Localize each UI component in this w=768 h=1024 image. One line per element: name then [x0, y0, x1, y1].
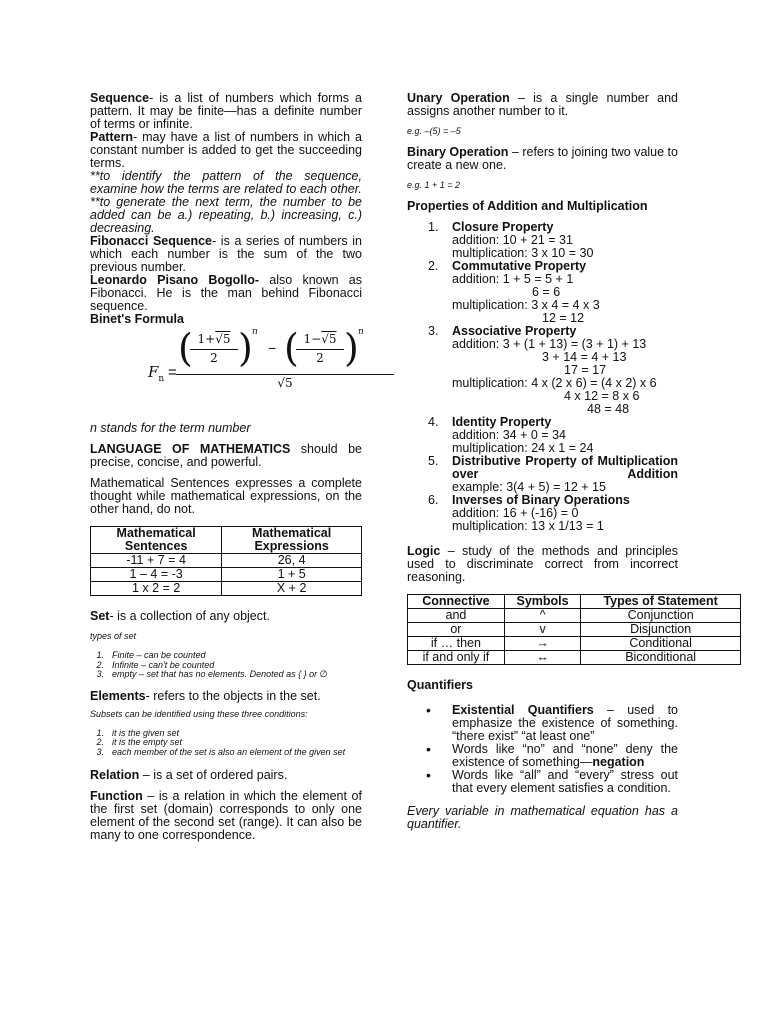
property-line: addition: 34 + 0 = 34 [452, 428, 566, 442]
formula-minus: − [268, 340, 277, 356]
list-number: 1. [96, 727, 104, 738]
table-row [408, 637, 741, 651]
formula-sqrt5-a: √5 [215, 332, 231, 346]
types-of-set-label: types of set [90, 631, 137, 641]
table-header: Types of Statement [581, 595, 741, 609]
list-text: it is the given set [112, 727, 180, 738]
list-item [96, 669, 362, 680]
language-text: should be precise, concise, and powerful. [90, 442, 363, 469]
formula-two-b: 2 [316, 351, 324, 365]
table-row [408, 623, 741, 637]
table-header-row [91, 527, 362, 554]
formula-paren-open-2: ( [284, 326, 299, 370]
unary-text: – is a single number and assigns another number to it. [407, 91, 679, 118]
table-row [91, 554, 362, 568]
formula-denominator: √5 [277, 376, 293, 390]
unary-example: e.g. –(5) = –5 [407, 126, 461, 136]
property-number: 4. [428, 415, 439, 429]
table-cell: 1 – 4 = -3 [91, 568, 222, 582]
list-item [426, 741, 678, 769]
table-cell: 26, 4 [222, 554, 362, 568]
list-number: 1. [96, 650, 104, 660]
bullet-icon: • [426, 702, 431, 718]
table-cell: X + 2 [222, 582, 362, 596]
table-header: Symbols [504, 595, 580, 609]
property-title: Inverses of Binary Operations [452, 493, 630, 507]
pattern-term: Pattern [90, 130, 134, 144]
property-line: addition: 3 + (1 + 13) = (3 + 1) + 13 [452, 337, 647, 351]
binary-term: Binary Operation [407, 145, 509, 159]
set-text: - is a collection of any object. [109, 609, 270, 623]
property-number: 3. [428, 324, 439, 338]
property-inverses [428, 493, 678, 533]
list-item [96, 746, 362, 758]
properties-heading [407, 200, 678, 213]
table-header-row [408, 595, 741, 609]
formula-paren-close-2: ) [344, 326, 359, 370]
fibonacci-term: Fibonacci Sequence [90, 234, 213, 248]
property-title: Distributive Property of Multiplication over Addition [452, 454, 678, 481]
formula-exp-a: n [252, 327, 258, 337]
formula-f-letter: F [148, 363, 159, 381]
property-closure [428, 220, 678, 260]
list-number: 3. [96, 669, 104, 679]
language-of-math [90, 443, 362, 469]
pattern-note-1: **to identify the pattern of the sequence, examine how the terms are related to each other. [90, 169, 362, 196]
property-line: multiplication: 13 x 1/13 = 1 [452, 519, 604, 533]
table-row [91, 568, 362, 582]
fibonacci-text: - is a series of numbers in which each number is the sum of the two previous number. [90, 234, 362, 274]
list-item [426, 702, 678, 743]
math-sentences-table [90, 526, 362, 596]
table-cell: 1 + 5 [222, 568, 362, 582]
formula-one-plus: 1+ [197, 332, 216, 346]
table-cell: -11 + 7 = 4 [91, 554, 222, 568]
set-definition [90, 610, 362, 623]
relation-definition [90, 769, 362, 782]
table-row [408, 609, 741, 623]
sequence-definition [90, 92, 362, 131]
formula-exp-b: n [358, 327, 364, 337]
elements-term: Elements [90, 688, 146, 703]
formula-sqrt5-b: √5 [321, 332, 337, 346]
property-line: addition: 10 + 21 = 31 [452, 233, 573, 247]
relation-text: – is a set of ordered pairs. [139, 768, 288, 782]
bullet-icon: • [426, 741, 431, 757]
right-column [407, 91, 718, 831]
binary-example: e.g. 1 + 1 = 2 [407, 180, 461, 190]
closing-note: Every variable in mathematical equation has a quantifier. [407, 804, 678, 831]
property-number: 2. [428, 259, 439, 273]
table-cell: → [504, 637, 580, 651]
sequence-term: Sequence [90, 91, 150, 105]
formula-fraction [176, 328, 394, 390]
table-cell: Disjunction [581, 623, 741, 637]
list-number: 3. [96, 746, 104, 757]
table-row [91, 582, 362, 596]
logic-definition [407, 545, 678, 584]
existential-term: Existential Quantifiers [452, 703, 594, 717]
binary-text: – refers to joining two value to create a new one. [407, 145, 678, 172]
formula-paren-close-1: ) [238, 326, 253, 370]
function-term: Function [90, 789, 143, 803]
property-line: 4 x 12 = 8 x 6 [564, 389, 640, 403]
elements-definition [90, 690, 362, 703]
property-commutative [428, 259, 678, 325]
language-term: LANGUAGE OF MATHEMATICS [90, 442, 291, 456]
property-line: addition: 1 + 5 = 5 + 1 [452, 272, 574, 286]
properties-list [407, 221, 678, 533]
table-cell: Conditional [581, 637, 741, 651]
formula-numerator [176, 328, 394, 374]
formula-term-plus [190, 332, 238, 366]
math-sentences-text: Mathematical Sentences expresses a complete thought while mathematical expressions, on the other hand, do not. [90, 476, 362, 516]
table-cell: 1 x 2 = 2 [91, 582, 222, 596]
property-title: Identity Property [452, 415, 552, 429]
properties-heading-text: Properties of Addition and Multiplication [407, 199, 648, 213]
list-text: empty – set that has no elements. Denoted as { } or ∅ [112, 669, 328, 679]
fibonacci-definition [90, 235, 362, 274]
elements-text: - refers to the objects in the set. [145, 688, 321, 703]
leonardo-text: also known as Fibonacci. He is the man behind Fibonacci sequence. [90, 273, 362, 313]
subset-conditions-list [90, 729, 362, 758]
quantifiers-list [407, 704, 678, 795]
list-text: Finite – can be counted [112, 650, 206, 660]
formula-term-minus [296, 332, 344, 366]
logic-table [407, 594, 741, 665]
function-definition [90, 790, 362, 842]
property-line: 48 = 48 [587, 402, 630, 416]
property-line: multiplication: 3 x 4 = 4 x 3 [452, 298, 600, 312]
property-line: multiplication: 24 x 1 = 24 [452, 441, 594, 455]
pattern-text: - may have a list of numbers in which a constant number is added to get the succeeding terms. [90, 130, 362, 170]
property-line: 6 = 6 [532, 285, 561, 299]
property-line: 12 = 12 [542, 311, 585, 325]
binary-definition [407, 146, 678, 172]
n-note: n stands for the term number [90, 421, 251, 435]
pattern-definition [90, 131, 362, 170]
property-line: multiplication: 3 x 10 = 30 [452, 246, 594, 260]
table-cell: v [504, 623, 580, 637]
leonardo-term: Leonardo Pisano Bogollo- [90, 273, 260, 287]
formula-f [148, 363, 165, 386]
table-cell: if … then [408, 637, 505, 651]
table-cell: and [408, 609, 505, 623]
formula-two-a: 2 [210, 351, 218, 365]
table-cell: ^ [504, 609, 580, 623]
quantifiers-heading-text: Quantifiers [407, 678, 473, 692]
property-number: 6. [428, 493, 439, 507]
formula-subscript: n [158, 374, 165, 384]
list-text: Infinite – can't be counted [112, 659, 215, 670]
property-line: example: 3(4 + 5) = 12 + 15 [452, 480, 606, 494]
relation-term: Relation [90, 768, 140, 782]
table-cell: Biconditional [581, 651, 741, 665]
existential-text: – used to emphasize the existence of something. “there exist” “at least one” [452, 703, 678, 743]
property-line: multiplication: 4 x (2 x 6) = (4 x 2) x 6 [452, 376, 657, 390]
sequence-text: - is a list of numbers which forms a pattern. It may be finite—has a definite number of terms or infinite. [90, 91, 362, 131]
property-title: Associative Property [452, 324, 577, 338]
table-row [408, 651, 741, 665]
binet-formula [90, 326, 362, 408]
quantifiers-heading [407, 679, 678, 692]
property-distributive [428, 454, 678, 494]
negation-term: negation [592, 755, 645, 769]
table-cell: if and only if [408, 651, 505, 665]
leonardo-definition [90, 274, 362, 313]
property-title: Closure Property [452, 220, 554, 234]
property-associative [428, 324, 678, 416]
list-item [426, 767, 678, 795]
list-text: it is the empty set [112, 737, 183, 747]
formula-one-minus: 1− [303, 332, 322, 346]
subsets-label: Subsets can be identified using these three conditions: [90, 708, 308, 719]
table-header: Mathematical Expressions [222, 527, 362, 554]
table-cell: or [408, 623, 505, 637]
logic-text: – study of the methods and principles used to discriminate correct from incorrect reasoning. [407, 544, 678, 584]
function-text: – is a relation in which the element of the first set (domain) corresponds to only one element of the second set (range). It can also be many to one correspondence. [90, 789, 362, 842]
universal-text: Words like “all” and “every” stress out that every element satisfies a condition. [452, 768, 678, 795]
negation-text: Words like “no” and “none” deny the existence of something— [452, 742, 678, 769]
list-text: each member of the set is also an element of the given set [112, 746, 346, 757]
unary-term: Unary Operation [407, 91, 510, 105]
pattern-note-2: **to generate the next term, the number to be added can be a.) repeating, b.) increasing, c.) decreasing. [90, 195, 362, 235]
unary-definition [407, 92, 678, 118]
table-header: Connective [408, 595, 505, 609]
property-title: Commutative Property [452, 259, 587, 273]
property-line: 3 + 14 = 4 + 13 [542, 350, 627, 364]
list-number: 2. [96, 737, 104, 747]
set-term: Set [90, 609, 110, 623]
property-line: 17 = 17 [564, 363, 607, 377]
property-title-wrap [452, 455, 678, 481]
property-number: 5. [428, 454, 439, 468]
table-header: Mathematical Sentences [91, 527, 222, 554]
types-of-set-list [90, 651, 362, 680]
table-cell: Conjunction [581, 609, 741, 623]
formula-paren-open-1: ( [178, 326, 193, 370]
table-cell: ↔ [504, 651, 580, 665]
logic-term: Logic [407, 544, 441, 558]
binet-heading [90, 313, 362, 326]
bullet-icon: • [426, 767, 431, 783]
left-column [90, 92, 362, 842]
binet-heading-text: Binet's Formula [90, 312, 184, 326]
property-identity [428, 415, 678, 455]
list-number: 2. [96, 659, 104, 670]
formula-equals: = [168, 364, 177, 381]
property-line: addition: 16 + (-16) = 0 [452, 506, 579, 520]
property-number: 1. [428, 220, 439, 234]
